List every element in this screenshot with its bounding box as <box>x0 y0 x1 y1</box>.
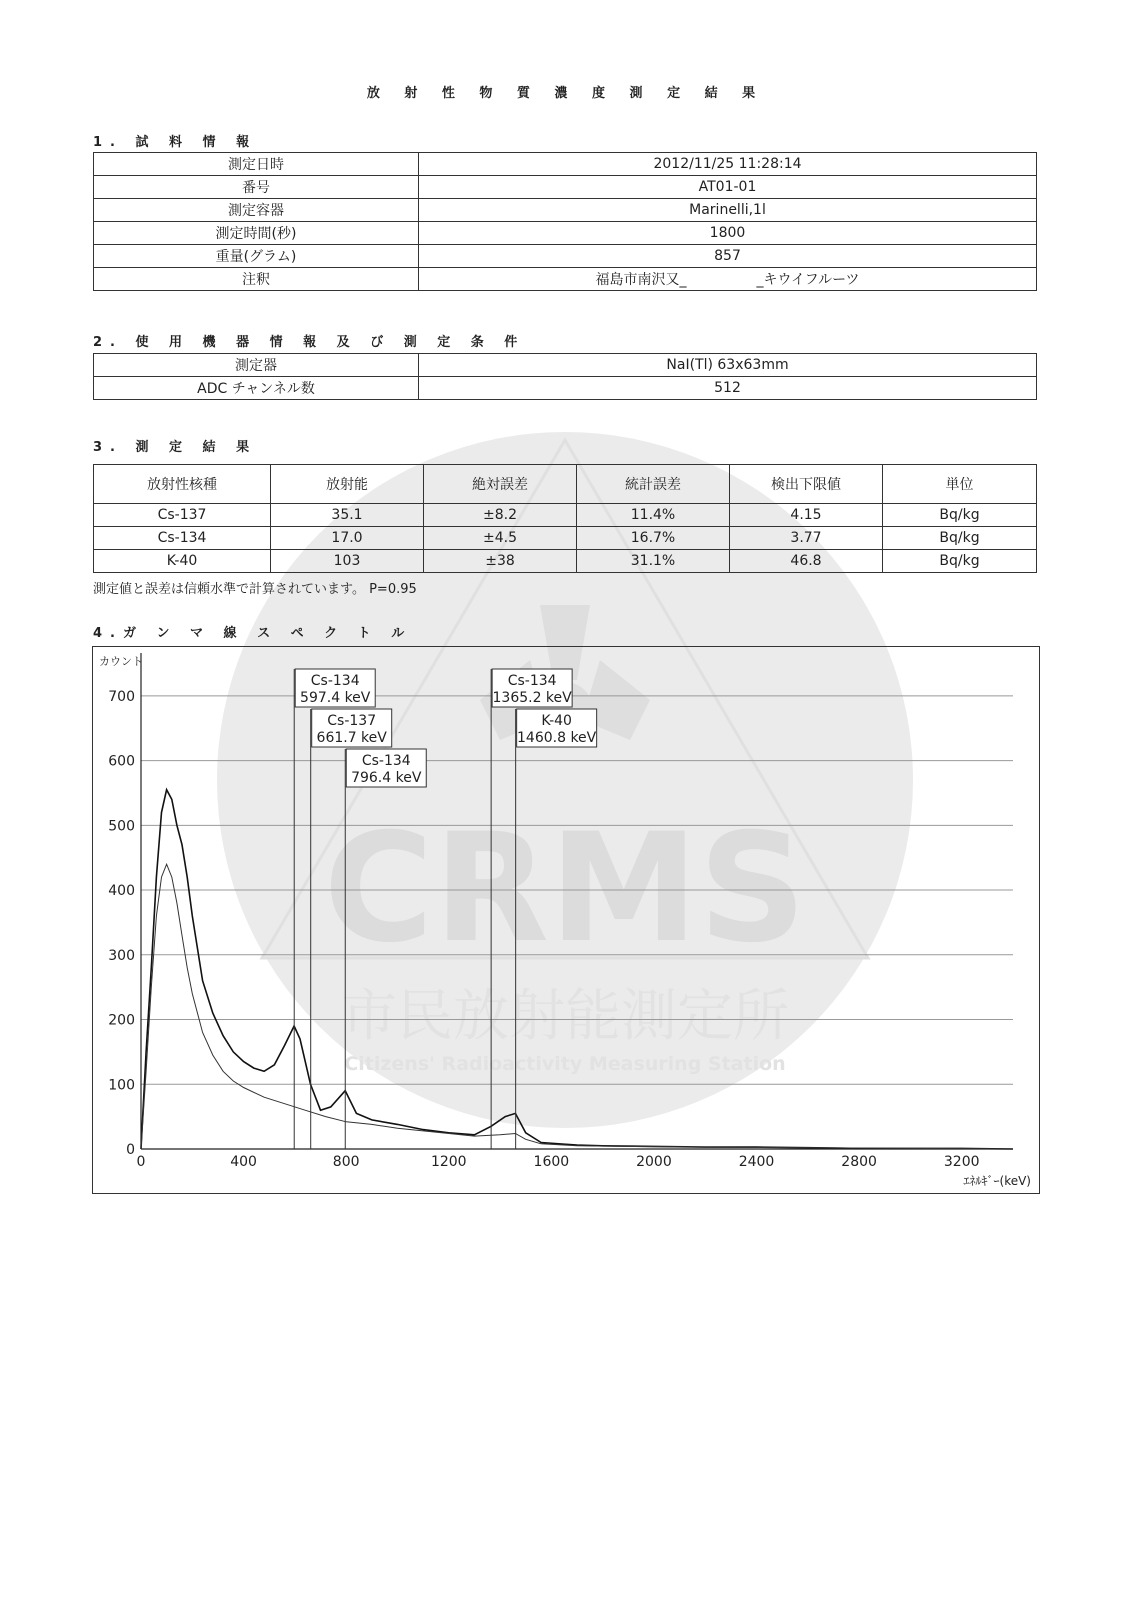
table-row: 測定日時 2012/11/25 11:28:14 <box>94 153 1037 176</box>
table-row: 重量(グラム) 857 <box>94 245 1037 268</box>
y-tick-label: 300 <box>108 947 135 964</box>
x-axis-label: ｴﾈﾙｷﾞｰ(keV) <box>963 1174 1031 1188</box>
section2-heading: 2. 使 用 機 器 情 報 及 び 測 定 条 件 <box>93 335 526 350</box>
equipment-table <box>93 353 1037 400</box>
results-table <box>93 464 1037 573</box>
y-tick-label: 200 <box>108 1012 135 1029</box>
page-title: 放 射 性 物 質 濃 度 測 定 結 果 <box>366 86 766 101</box>
x-tick-label: 1600 <box>533 1154 570 1170</box>
x-tick-label: 2800 <box>841 1154 877 1170</box>
x-tick-label: 2400 <box>738 1154 775 1170</box>
y-tick-label: 700 <box>108 688 135 705</box>
peak-nuclide-label: Cs-134 <box>310 673 360 689</box>
table-row: 測定時間(秒) 1800 <box>94 222 1037 245</box>
x-tick-label: 400 <box>230 1154 257 1170</box>
section4-heading: 4.ガ ン マ 線 ス ペ ク ト ル <box>93 626 413 641</box>
table-row: 番号 AT01-01 <box>94 176 1037 199</box>
watermark-logo: CRMS <box>323 802 807 976</box>
y-tick-label: 600 <box>108 753 135 770</box>
watermark-en: Citizens' Radioactivity Measuring Station <box>344 1053 786 1075</box>
y-tick-label: 500 <box>108 818 135 835</box>
peak-nuclide-label: Cs-134 <box>507 673 557 689</box>
spectrum-chart <box>93 647 1039 1193</box>
table-row: K-40 103 ±38 31.1% 46.8 Bq/kg <box>94 550 1037 573</box>
table-row: ADC チャンネル数 512 <box>94 377 1037 400</box>
table-row: 注釈 福島市南沢又_ _キウイフルーツ <box>94 268 1037 291</box>
peak-energy-label: 597.4 keV <box>300 690 371 706</box>
peak-energy-label: 1365.2 keV <box>492 690 572 706</box>
section1-heading: 1. 試 料 情 報 <box>93 135 258 150</box>
y-tick-label: 400 <box>108 883 135 900</box>
peak-nuclide-label: K-40 <box>541 713 572 729</box>
x-tick-label: 3200 <box>943 1154 980 1170</box>
table-row: Cs-137 35.1 ±8.2 11.4% 4.15 Bq/kg <box>94 504 1037 527</box>
spectrum-chart-frame <box>92 646 1040 1194</box>
sample-info-table <box>93 152 1037 291</box>
section3-heading: 3. 測 定 結 果 <box>93 440 258 455</box>
x-tick-label: 2000 <box>636 1154 672 1170</box>
peak-energy-label: 796.4 keV <box>351 770 422 786</box>
y-axis-label: カウント <box>99 655 143 668</box>
watermark-jp: 市民放射能測定所 <box>341 984 789 1049</box>
peak-nuclide-label: Cs-134 <box>361 753 411 769</box>
x-tick-label: 0 <box>136 1154 146 1170</box>
series-line-background <box>141 864 1013 1149</box>
series-line-sample <box>141 790 1013 1149</box>
table-row: 測定器 NaI(Tl) 63x63mm <box>94 354 1037 377</box>
y-tick-label: 100 <box>108 1077 135 1094</box>
x-tick-label: 800 <box>332 1154 360 1170</box>
table-row: 測定容器 Marinelli,1l <box>94 199 1037 222</box>
confidence-note: 測定値と誤差は信頼水準で計算されています。 P=0.95 <box>93 582 417 597</box>
table-row: Cs-134 17.0 ±4.5 16.7% 3.77 Bq/kg <box>94 527 1037 550</box>
x-tick-label: 1200 <box>430 1154 467 1170</box>
peak-energy-label: 1460.8 keV <box>517 730 597 746</box>
peak-nuclide-label: Cs-137 <box>327 713 377 729</box>
table-header-row: 放射性核種 放射能 絶対誤差 統計誤差 検出下限値 単位 <box>94 465 1037 504</box>
peak-energy-label: 661.7 keV <box>316 730 387 746</box>
y-tick-label: 0 <box>126 1142 135 1158</box>
